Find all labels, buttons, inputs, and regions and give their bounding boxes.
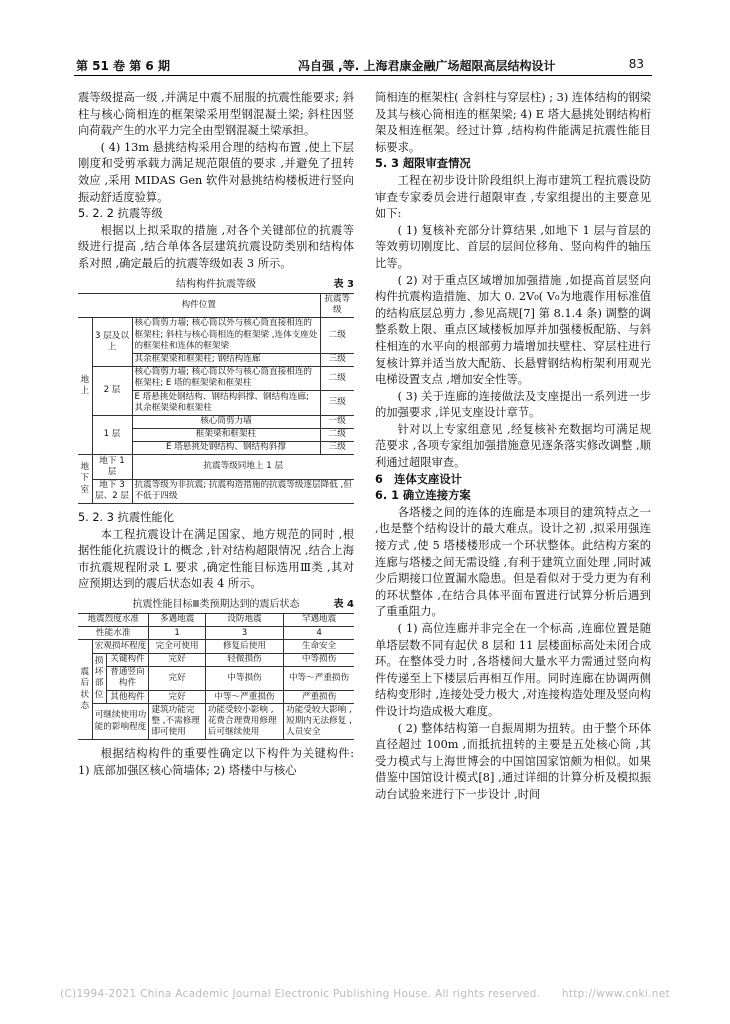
table3-caption [78, 277, 354, 293]
table-cell: 抗震等级同地上 1 层 [132, 455, 354, 479]
table-cell: 4 [284, 627, 354, 640]
table-cell: 其余框架梁和框架柱; 钢结构连廊 [132, 353, 320, 366]
right-column [375, 90, 651, 804]
floor-label: 地下 1 层 [92, 455, 132, 479]
floor-label: 2 层 [92, 366, 132, 415]
journal-volume: 第 51 卷 第 6 期 [76, 59, 170, 73]
row-label: 普通竖向构件 [106, 666, 149, 690]
paragraph: 根据结构构件的重要性确定以下构件为关键构件: 1) 底部加强区核心筒墙体; 2) 塔楼中与核心 [78, 746, 354, 777]
table3 [78, 293, 354, 504]
paragraph: 本工程抗震设计在满足国家、地方规范的同时 ,根据性能化抗震设计的概念 ,针对结构超限情况 ,结合上海市抗震规程附录 L 要求 ,确定性能目标选用Ⅲ类 ,其对应预期达到的震后状态如表 4 所示。 [78, 527, 354, 591]
table3-header-grade: 抗震等级 [320, 293, 354, 317]
floor-label: 1 层 [92, 415, 132, 455]
paragraph: 根据以上拟采取的措施 ,对各个关键部位的抗震等级进行提高 ,结合单体各层建筑抗震设防类别和结构体系对照 ,确定最后的抗震等级如表 3 所示。 [78, 223, 354, 270]
subsection-heading: 6. 1 确立连接方案 [375, 489, 471, 503]
section-heading: 5. 2. 3 抗震性能化 [78, 510, 175, 524]
table-cell: 完好 [149, 666, 205, 690]
group-label-state: 震后状态 [78, 640, 92, 740]
table4-header-rare: 罕遇地震 [284, 613, 354, 626]
table-cell: 抗震等级为非抗震; 抗震构造措施的抗震等级逐层降低 ,但不低于四级 [132, 479, 354, 503]
table-cell: 轻微损伤 [205, 653, 283, 666]
table-cell: 中等损伤 [205, 666, 283, 690]
table-cell: 中等～严重损伤 [284, 666, 354, 690]
group-label-above: 地上 [78, 317, 92, 454]
grade-cell: 二级 [320, 428, 354, 441]
paragraph: ( 3) 关于连廊的连接做法及支座提出一系列进一步的加强要求 ,详见支座设计章节。 [375, 389, 651, 420]
table-cell: 完好 [149, 691, 205, 704]
grade-cell: 三级 [320, 441, 354, 454]
paragraph: ( 1) 高位连廊并非完全在一个标高 ,连廊位置是随单塔层数不同有起伏 8 层和 11 层楼面标高处未闭合成环。在整体受力时 ,各塔楼间大量水平力需通过竖向构件传递至上下楼层后再相互作用。同时连廊在协调两侧结构变形时 ,连接处受力极大 ,对连接构造处理及竖向构件设计均造成极大难度。 [375, 622, 651, 718]
row-label: 宏观损坏程度 [92, 640, 149, 653]
paragraph: 工程在初步设计阶段组织上海市建筑工程抗震设防审查专家委员会进行超限审查 ,专家组提出的主要意见如下: [375, 173, 651, 221]
table-cell: 核心筒剪力墙; 核心筒以外与核心筒直接相连的框架柱; 斜柱与核心筒相连的框架梁 ,连体支座处的框架柱和连体的框架梁 [132, 317, 320, 353]
row-label: 关键构件 [106, 653, 149, 666]
table4-number: 表 4 [333, 598, 354, 610]
paragraph: ( 2) 对于重点区域增加加强措施 ,如提高首层竖向构件抗震构造措施、加大 0. 2V₀( V₀为地震作用标准值的结构底层总剪力 ,参见高规[7] 第 8.1.4 条) 调整的调整系数上限、重点区域楼板加厚并加强楼板配筋、与斜柱相连的水平向的根部剪力墙增加扶壁柱、穿层柱进行复核计算并适当放大配筋、长悬臂钢结构桁架利用观光电梯设置支点 ,增加安全性等。 [375, 273, 651, 387]
row-label: 可继续使用功能的影响程度 [92, 704, 149, 740]
section-heading: 5. 3 超限审查情况 [375, 157, 471, 171]
table-cell: E 塔悬挑处钢结构、钢结构斜撑 [132, 441, 320, 454]
paragraph: 针对以上专家组意见 ,经复核补充数据均可满足规范要求 ,各项专家组加强措施意见逐条落实修改调整 ,顺利通过超限审查。 [375, 422, 651, 470]
copyright-footer: (C)1994-2021 China Academic Journal Electronic Publishing House. All rights reserved. http://www.cnki.net [60, 988, 670, 1000]
table3-header-position: 构件位置 [78, 293, 320, 317]
grade-cell: 一级 [320, 415, 354, 428]
paragraph: ( 1) 复核补充部分计算结果 ,如地下 1 层与首层的等效剪切刚度比、首层的层间位移角、竖向构件的轴压比等。 [375, 223, 651, 270]
table4 [78, 613, 354, 740]
page-number: 83 [628, 57, 644, 71]
table4-header-level: 地震烈度水准 [78, 613, 149, 626]
section-heading: 5. 2. 2 抗震等级 [78, 207, 163, 221]
table-cell: 核心筒剪力墙 [132, 415, 320, 428]
paragraph: 各塔楼之间的连体的连廊是本项目的建筑特点之一 ,也是整个结构设计的最大难点。设计之初 ,拟采用强连接方式 ,使 5 塔楼楼形成一个环状整体。此结构方案的连廊与塔楼之间无需设缝 ,有利于建筑立面处理 ,同时减少后期接口位置漏水隐患。但是看似对于受力更为有利的环状整体 ,在结合具体平面布置进行试算分析后遇到了重重阻力。 [375, 505, 651, 619]
table3-title: 结构构件抗震等级 [176, 278, 256, 290]
table-cell: 建筑功能完整 ,不需修理即可使用 [149, 704, 205, 740]
table-cell: 1 [149, 627, 205, 640]
paragraph: 筒相连的框架柱( 含斜柱与穿层柱) ; 3) 连体结构的钢梁及其与核心筒相连的框架梁; 4) E 塔大悬挑处钢结构桁架及相连框架。经过计算 ,结构构件能满足抗震性能目标要求。 [375, 91, 651, 154]
table-cell: 框架梁和框架柱 [132, 428, 320, 441]
running-header [74, 52, 652, 76]
table4-perf-label: 性能水准 [78, 627, 149, 640]
table4-header-small: 多遇地震 [149, 613, 205, 626]
grade-cell: 三级 [320, 353, 354, 366]
table4-header-mid: 设防地震 [205, 613, 283, 626]
row-label: 其他构件 [106, 691, 149, 704]
table3-number: 表 3 [333, 278, 354, 290]
table-cell: 生命安全 [284, 640, 354, 653]
grade-cell: 二级 [320, 366, 354, 390]
left-column [78, 90, 354, 779]
table-cell: 中等～严重损伤 [205, 691, 283, 704]
grade-cell: 三级 [320, 391, 354, 415]
paragraph: ( 2) 整体结构第一自振周期为扭转。由于整个环体直径超过 100m ,而抵抗扭转的主要是五处核心筒 ,其受力模式与上海世博会的中国馆国家馆颇为相似。如果借鉴中国馆设计模式[8] ,通过详细的计算分析及模拟振动台试验来进行下一步设计 ,时间 [375, 721, 651, 801]
table4-caption [78, 597, 354, 613]
table-cell: 修复后使用 [205, 640, 283, 653]
article-title-header: 冯自强 ,等. 上海君康金融广场超限高层结构设计 [298, 59, 556, 73]
paragraph: ( 4) 13m 悬挑结构采用合理的结构布置 ,使上下层刚度和受剪承载力满足规范限值的要求 ,并避免了扭转效应 ,采用 MIDAS Gen 软件对悬挑结构楼板进行竖向振动舒适度验算。 [78, 140, 354, 204]
paragraph: 震等级提高一级 ,并满足中震不屈服的抗震性能要求; 斜柱与核心筒相连的框架梁采用型钢混凝土梁; 斜柱因竖向荷载产生的水平力完全由型钢混凝土梁承担。 [78, 91, 354, 138]
grade-cell: 二级 [320, 317, 354, 353]
table-cell: 完全可使用 [149, 640, 205, 653]
group-label-member: 损坏部位 [92, 653, 106, 704]
floor-label: 地下 3 层、2 层 [92, 479, 132, 503]
table-cell: 3 [205, 627, 283, 640]
group-label-below: 地下室 [78, 455, 92, 504]
table4-title: 抗震性能目标Ⅲ类预期达到的震后状态 [132, 598, 300, 610]
table-cell: 功能受较小影响 ,花费合理费用修理后可继续使用 [205, 704, 283, 740]
table-cell: 严重损伤 [284, 691, 354, 704]
table-cell: 核心筒剪力墙; 核心筒以外与核心筒直接相连的框架柱; E 塔的框架梁和框架柱 [132, 366, 320, 390]
floor-label: 3 层及以上 [92, 317, 132, 366]
section-heading: 6 连体支座设计 [375, 472, 462, 486]
table-cell: 功能受较大影响 ,短期内无法修复 ,人员安全 [284, 704, 354, 740]
table-cell: 中等损伤 [284, 653, 354, 666]
table-cell: 完好 [149, 653, 205, 666]
table-cell: E 塔悬挑处钢结构、钢结构斜撑、钢结构连廊; 其余框架梁和框架柱 [132, 391, 320, 415]
